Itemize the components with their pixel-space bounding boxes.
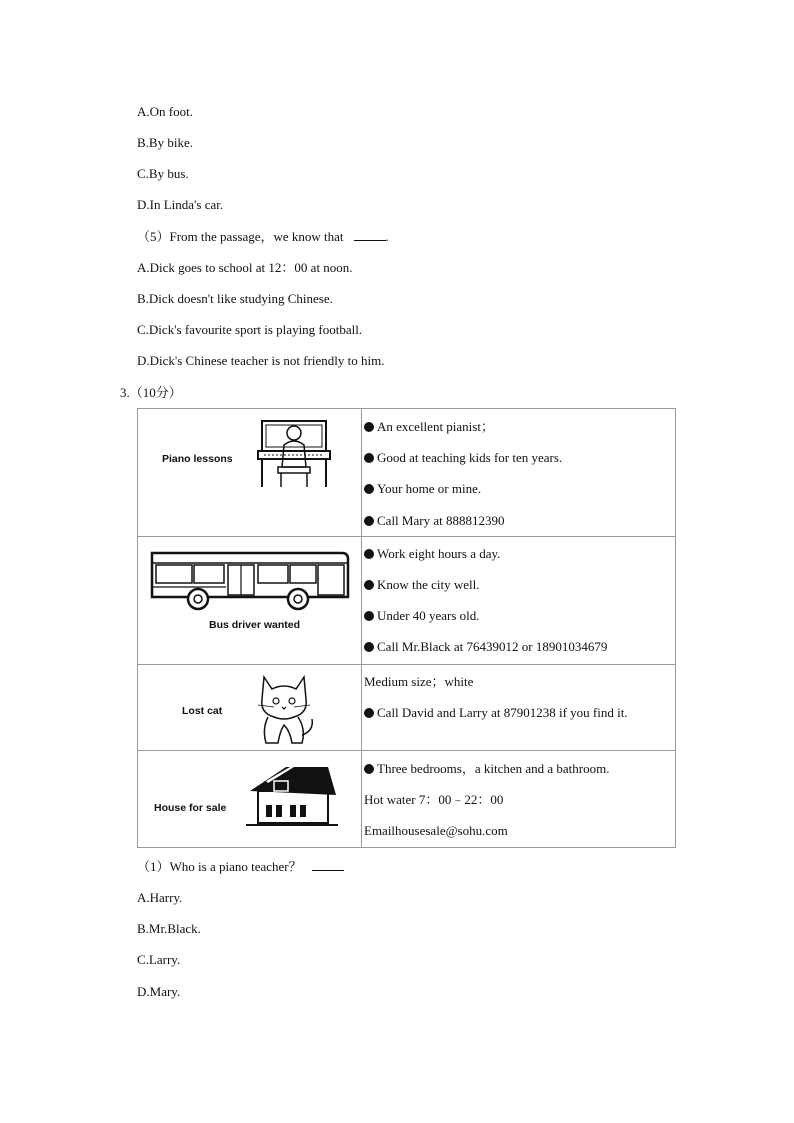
bullet-icon — [364, 422, 374, 432]
bullet-icon — [364, 611, 374, 621]
option-a: A.Dick goes to school at 12：00 at noon. — [137, 260, 353, 275]
bullet-icon — [364, 764, 374, 774]
ad-caption: Lost cat — [182, 705, 223, 717]
ad-text-cell — [362, 537, 676, 665]
ad-caption: House for sale — [154, 802, 227, 814]
bullet-icon — [364, 453, 374, 463]
ad-line: Call Mr.Black at 76439012 or 18901034679 — [364, 639, 675, 655]
house-icon — [246, 761, 338, 829]
answer-blank[interactable] — [312, 859, 344, 871]
option-c: C.Dick's favourite sport is playing football. — [137, 322, 363, 337]
option-c: C.By bus. — [137, 166, 189, 181]
question-5: （5）From the passage，we know that . — [137, 229, 389, 244]
ad-line: Hot water 7：00﹣22：00 — [364, 792, 504, 807]
option-d: D.In Linda's car. — [137, 197, 224, 212]
question-3-1-text: （1）Who is a piano teacher？ — [137, 859, 302, 874]
ad-picture-cell — [138, 665, 362, 751]
ad-line: Know the city well. — [364, 577, 675, 593]
ad-line: Medium size；white — [364, 674, 474, 689]
cat-icon — [254, 669, 318, 747]
answer-blank[interactable] — [354, 229, 386, 241]
ad-caption: Piano lessons — [162, 453, 233, 465]
option-a: A.Harry. — [137, 890, 183, 905]
ad-text-cell — [362, 751, 676, 848]
question-3-header: 3.（10分） — [120, 385, 182, 400]
option-b: B.Dick doesn't like studying Chinese. — [137, 291, 333, 306]
ad-line: Emailhousesale@sohu.com — [364, 823, 508, 838]
ad-row-piano — [138, 409, 676, 537]
ad-caption: Bus driver wanted — [209, 619, 301, 631]
ad-row-house — [138, 751, 676, 848]
ad-line: Work eight hours a day. — [364, 546, 675, 562]
bullet-icon — [364, 580, 374, 590]
bullet-icon — [364, 516, 374, 526]
ads-table — [137, 408, 676, 848]
ad-line: Your home or mine. — [364, 481, 675, 497]
ad-picture-cell — [138, 409, 362, 537]
option-c: C.Larry. — [137, 952, 181, 967]
option-a: A.On foot. — [137, 104, 193, 119]
ad-text-cell — [362, 665, 676, 751]
bus-icon — [146, 549, 354, 613]
ad-line: Good at teaching kids for ten years. — [364, 450, 675, 466]
bullet-icon — [364, 642, 374, 652]
ad-line: An excellent pianist； — [364, 419, 675, 435]
bullet-icon — [364, 708, 374, 718]
ad-row-cat — [138, 665, 676, 751]
bullet-icon — [364, 549, 374, 559]
ad-picture-cell — [138, 751, 362, 848]
ad-picture-cell — [138, 537, 362, 665]
option-d: D.Mary. — [137, 984, 181, 999]
ad-line: Call Mary at 888812390 — [364, 513, 675, 529]
ad-line: Under 40 years old. — [364, 608, 675, 624]
option-b: B.Mr.Black. — [137, 921, 201, 936]
bullet-icon — [364, 484, 374, 494]
option-d: D.Dick's Chinese teacher is not friendly to him. — [137, 353, 385, 368]
ad-line: Call David and Larry at 87901238 if you find it. — [364, 705, 675, 721]
ad-text-cell — [362, 409, 676, 537]
ad-line: Three bedrooms，a kitchen and a bathroom. — [364, 761, 675, 777]
piano-icon — [254, 417, 334, 489]
question-5-text: （5）From the passage，we know that — [137, 229, 344, 244]
option-b: B.By bike. — [137, 135, 193, 150]
ad-row-bus — [138, 537, 676, 665]
question-3-1 — [137, 859, 344, 875]
